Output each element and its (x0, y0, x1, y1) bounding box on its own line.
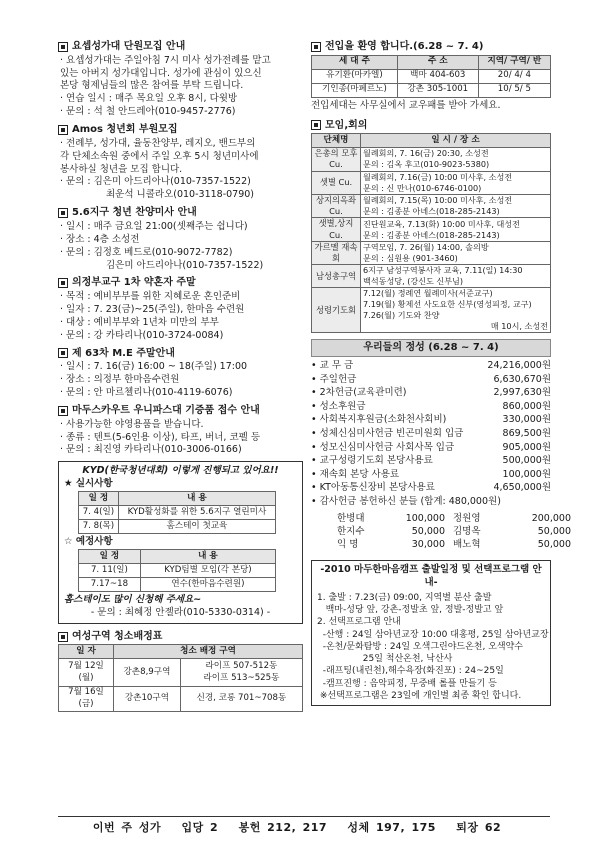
offering-name: • KT아동통신장비 본당사용료 (311, 482, 435, 496)
text-line: · 목적 : 예비부부를 위한 지혜로운 혼인준비 (60, 291, 241, 303)
text-line: · 문의 : 석 철 안드레아(010-9457-2776) (60, 106, 236, 118)
offering-amount: 6,630,670원 (493, 373, 551, 385)
table-row: 7. 8(목) 홈스테이 첫교육 (79, 520, 276, 534)
col-header: 주 소 (397, 55, 478, 69)
donor-name: 한지수 (337, 526, 365, 538)
offering-row (311, 401, 551, 415)
offering-name: • 성모신심미사헌금 사회사목 입금 (311, 442, 454, 456)
offering-name: • 성체신심미사헌금 빈곤미원회 입금 (311, 428, 463, 442)
camp-line: 2. 선택프로그램 안내 (317, 617, 401, 628)
text-line: · 문의 : 안 마르첼리나(010-4119-6076) (60, 387, 233, 399)
kyd-planned-table (78, 549, 276, 592)
kyd-title: KYD(한국청년대회) 이렇게 진행되고 있어요!! (82, 465, 279, 477)
text-line: · 문의 : 최진영 카타리나(010-3006-0166) (60, 444, 242, 456)
offering-row (311, 414, 551, 428)
offering-name: • 사회복지후원금(소화천사회비) (311, 414, 446, 428)
offering-amount: 869,500원 (502, 427, 551, 439)
table-row: 은총의 모후 Cu. 월례회의, 7. 16(금) 20:30, 소성전 문의 : 김옥 후고(010-9023-5380) (312, 148, 551, 172)
offering-row (311, 455, 551, 469)
table-row: 7월 12일(월) 강촌8,9구역 라이프 507-512동 라이프 513~525동 (59, 659, 303, 687)
table-row: 유기환(마카엘) 백마 404-603 20/ 4/ 4 (312, 69, 551, 83)
donor-name: 한병대 (337, 513, 365, 525)
square-bullet-icon (58, 208, 68, 218)
offering-amount: 100,000원 (502, 468, 551, 480)
section-cleaning (58, 630, 303, 712)
section-choir (58, 40, 303, 119)
col-header: 단체명 (312, 134, 361, 148)
text-line: 있는 아버지 성가대입니다. 성가에 관심이 있으신 (60, 67, 262, 79)
text-line: · 문의 : 김은미 아드리아나(010-7357-1522) (60, 176, 251, 188)
text-line: · 사용가능한 야영용품을 받습니다. (60, 418, 204, 430)
col-header: 내 용 (118, 492, 275, 506)
donor-amount: 100,000 (405, 513, 445, 525)
camp-title: -2010 마두한마음캠프 출발일정 및 선택프로그램 안내- (320, 564, 542, 589)
donor-grid (337, 513, 571, 552)
table-row: 상지의옥좌 Cu. 월례회의, 7.15(목) 10:00 미사후, 소성전 문의 : 김종분 아녜스(018-285-2143) (312, 194, 551, 218)
offering-amount: 2,997,630원 (493, 387, 551, 399)
section-title: Amos 청년회 부원모집 (72, 124, 178, 136)
camp-line: ※선택프로그램은 23일에 개인별 최종 확인 합니다. (317, 690, 522, 701)
section-meetings (311, 119, 551, 334)
text-line: · 요셉성가대는 주일아침 7시 미사 성가전례를 맡고 (60, 54, 271, 66)
hymn-offertory: 봉헌 212, 217 (238, 821, 328, 834)
donor-amount: 200,000 (531, 513, 571, 525)
camp-box (311, 560, 551, 706)
table-row: 성령기도회 7.12(월) 정례연 월례미사(서준교구) 7.19(월) 황제선 사도요한 신부(영성피정, 교구) 7.26(월) 기도와 찬양 매 10시, 소성전 (312, 288, 551, 333)
table-row: 7. 4(일) KYD활성화를 위한 5.6지구 열린미사 (79, 506, 276, 520)
left-column (58, 40, 303, 716)
square-bullet-icon (58, 348, 68, 358)
kyd-note: 홈스테이도 많이 신청해 주세요~ (64, 594, 202, 606)
text-line: 봉사하실 청년을 모집 합니다. (60, 163, 183, 175)
section-title: 의정부교구 1차 약혼자 주말 (72, 277, 196, 289)
donor-amount: 50,000 (537, 539, 571, 551)
square-bullet-icon (311, 120, 321, 130)
col-header: 세 대 주 (312, 55, 398, 69)
camp-line: -캠프진행 : 음악피정, 무중배 롤플 만들기 등 (317, 678, 497, 689)
donor-amount: 50,000 (411, 526, 445, 538)
square-bullet-icon (58, 406, 68, 416)
donor-amount: 30,000 (411, 539, 445, 551)
section-title: 모임,회의 (325, 119, 368, 131)
offering-row (311, 360, 551, 374)
text-line: · 문의 : 김정호 베드로(010-9072-7782) (60, 246, 233, 258)
table-row: 샛별,상지 Cu. 진단원교육, 7.13(화) 10:00 미사후, 대성전 문의 : 김종분 아녜스(018-285-2143) (312, 218, 551, 242)
camp-line: -래프팅(내린천),해수욕장(화진포) : 24~25일 (317, 666, 504, 677)
welcome-note: 전입세대는 사무실에서 교우패를 받아 가세요. (311, 99, 501, 111)
table-row: 남성총구역 6지구 남성구역봉사자 교육, 7.11(일) 14:30 백석동성당, (강신도 신부님) (312, 265, 551, 288)
camp-line: 25일 척산온천, 낙산사 (317, 654, 453, 665)
right-column (311, 40, 571, 706)
text-line: 김은미 아드리아나(010-7357-1522) (106, 259, 264, 271)
kyd-contact: - 문의 : 최혜정 안젤라(010-5330-0314) - (90, 606, 271, 618)
section-title: 제 63차 M.E 주말안내 (72, 347, 175, 359)
cleaning-table (58, 644, 303, 711)
offering-name: • 교구성령기도회 본당사용료 (311, 455, 433, 469)
square-bullet-icon (58, 632, 68, 642)
table-row: 가르멜 재속회 구역모임, 7. 26(월) 14:00, 솔의방 문의 : 심원용 (901-3460) (312, 241, 551, 265)
offerings-title: 우리들의 정성 (6.28 ~ 7. 4) (311, 339, 551, 357)
section-scout (58, 404, 303, 457)
camp-lines (317, 592, 549, 702)
col-header: 일 정 (79, 550, 141, 564)
text-line: 본당 형제님들의 많은 참여를 부탁 드립니다. (60, 80, 244, 92)
offering-name: • 2차헌금(교육관미련) (311, 387, 407, 401)
donor-name: 배노혁 (453, 539, 481, 551)
kyd-done-table (78, 491, 276, 534)
offering-amount: 905,000원 (502, 441, 551, 453)
text-line: · 장소 : 의정부 한마음수련원 (60, 374, 180, 386)
square-bullet-icon (58, 42, 68, 52)
table-row: 7. 11(일) KYD팀별 모임(각 본당) (79, 564, 276, 578)
table-row: 기인종(마페르노) 강촌 305-1001 10/ 5/ 5 (312, 83, 551, 97)
section-me (58, 347, 303, 400)
donor-name: 정원영 (453, 513, 481, 525)
table-row: 7월 16일(금) 강촌10구역 신경, 코롱 701~708동 (59, 687, 303, 711)
col-header: 지역/ 구역/ 반 (478, 55, 550, 69)
kyd-planned-label: ☆ 예정사항 (64, 536, 113, 548)
section-title: 여성구역 청소배정표 (72, 630, 163, 642)
offering-row (311, 387, 551, 401)
text-line: 최운석 니콜라오(010-3118-0790) (106, 189, 255, 201)
col-header: 내 용 (140, 550, 275, 564)
camp-line: -온천/문화탐방 : 24일 오색그린야드온천, 오색약수 (317, 641, 523, 652)
offering-row (311, 469, 551, 483)
offering-name: • 감사헌금 봉헌하신 분들 (합계: 480,000원) (311, 496, 501, 510)
text-line: · 연습 일시 : 매주 목요일 오후 8시, 다윗방 (60, 93, 238, 105)
text-line: · 문의 : 강 카타리나(010-3724-0084) (60, 329, 224, 341)
camp-line: 1. 출발 : 7.23(금) 09:00, 지역별 분산 출발 (317, 593, 492, 603)
square-bullet-icon (58, 278, 68, 288)
text-line: · 장소 : 4층 소성전 (60, 233, 140, 245)
section-praise-mass (58, 206, 303, 272)
section-amos (58, 123, 303, 202)
offering-row (311, 442, 551, 456)
meetings-table (311, 133, 551, 333)
text-line: · 전례부, 성가대, 율동찬양부, 레지오, 밴드부의 (60, 137, 256, 149)
text-line: · 일시 : 매주 금요일 21:00(셋째주는 쉽니다) (60, 220, 248, 232)
section-title: 마두스카우트 우니파스대 기증품 접수 안내 (72, 405, 260, 416)
offering-amount: 500,000원 (502, 455, 551, 467)
table-row: 7.17~18 연수(한마음수련원) (79, 578, 276, 592)
text-line: · 대상 : 예비부부와 1년차 미만의 부부 (60, 316, 219, 328)
text-line: · 종류 : 텐트(5-6인용 이상), 타프, 버너, 코펠 등 (60, 431, 261, 443)
camp-line: 백마-성당 앞, 강촌-정발초 앞, 정발-정발고 앞 (317, 605, 504, 616)
square-bullet-icon (58, 125, 68, 135)
footer-label: 이번 주 성가 (92, 821, 162, 834)
hymn-recession: 퇴장 62 (456, 821, 502, 834)
welcome-table (311, 55, 551, 98)
donor-name: 김명옥 (453, 526, 481, 538)
offering-amount: 330,000원 (502, 414, 551, 426)
col-header: 청소 배정 구역 (114, 645, 303, 659)
offering-amount: 24,216,000원 (487, 359, 551, 371)
offering-name: • 주일헌금 (311, 374, 356, 388)
offering-row (311, 482, 551, 496)
offering-amount: 4,650,000원 (493, 482, 551, 494)
square-bullet-icon (311, 42, 321, 52)
section-title: 5.6지구 청년 찬양미사 안내 (72, 207, 197, 219)
col-header: 일 정 (79, 492, 119, 506)
offering-row (311, 496, 551, 510)
kyd-box (58, 461, 303, 624)
section-engaged (58, 276, 303, 342)
offering-name: • 교 무 금 (311, 360, 353, 374)
kyd-done-label: ★ 실시사항 (64, 478, 113, 490)
section-welcome (311, 40, 551, 113)
offering-row (311, 374, 551, 388)
offering-name: • 재속회 본당 사용료 (311, 469, 399, 483)
offering-name: • 성소후원금 (311, 401, 366, 415)
offering-row (311, 428, 551, 442)
text-line: 각 단체소속원 중에서 주일 오후 5시 청년미사에 (60, 150, 259, 162)
section-title: 요셉성가대 단원모집 안내 (72, 41, 186, 52)
section-title: 전입을 환영 합니다.(6.28 ~ 7. 4) (325, 41, 484, 52)
donor-amount: 50,000 (537, 526, 571, 538)
col-header: 일 시 / 장 소 (361, 134, 551, 148)
text-line: · 일시 : 7. 16(금) 16:00 ~ 18(주일) 17:00 (60, 361, 248, 373)
camp-line: -산행 : 24일 삼아년교장 10:00 대홍평, 25일 삼아년교장 (317, 629, 549, 640)
col-header: 일 자 (59, 645, 114, 659)
offering-amount: 860,000원 (502, 400, 551, 412)
text-line: · 일자 : 7. 23(금)~25(주일), 한마음 수련원 (60, 303, 245, 315)
offerings-list (311, 360, 551, 510)
table-row: 셋별 Cu. 월례회의, 7.16(금) 10:00 미사후, 소성전 문의 : 신 만나(010-6746-0100) (312, 171, 551, 194)
donor-name: 익 명 (337, 539, 359, 551)
section-offerings (311, 339, 571, 552)
hymn-footer (58, 816, 550, 836)
hymn-communion: 성체 197, 175 (347, 821, 436, 834)
hymn-entrance: 입당 2 (181, 821, 219, 834)
